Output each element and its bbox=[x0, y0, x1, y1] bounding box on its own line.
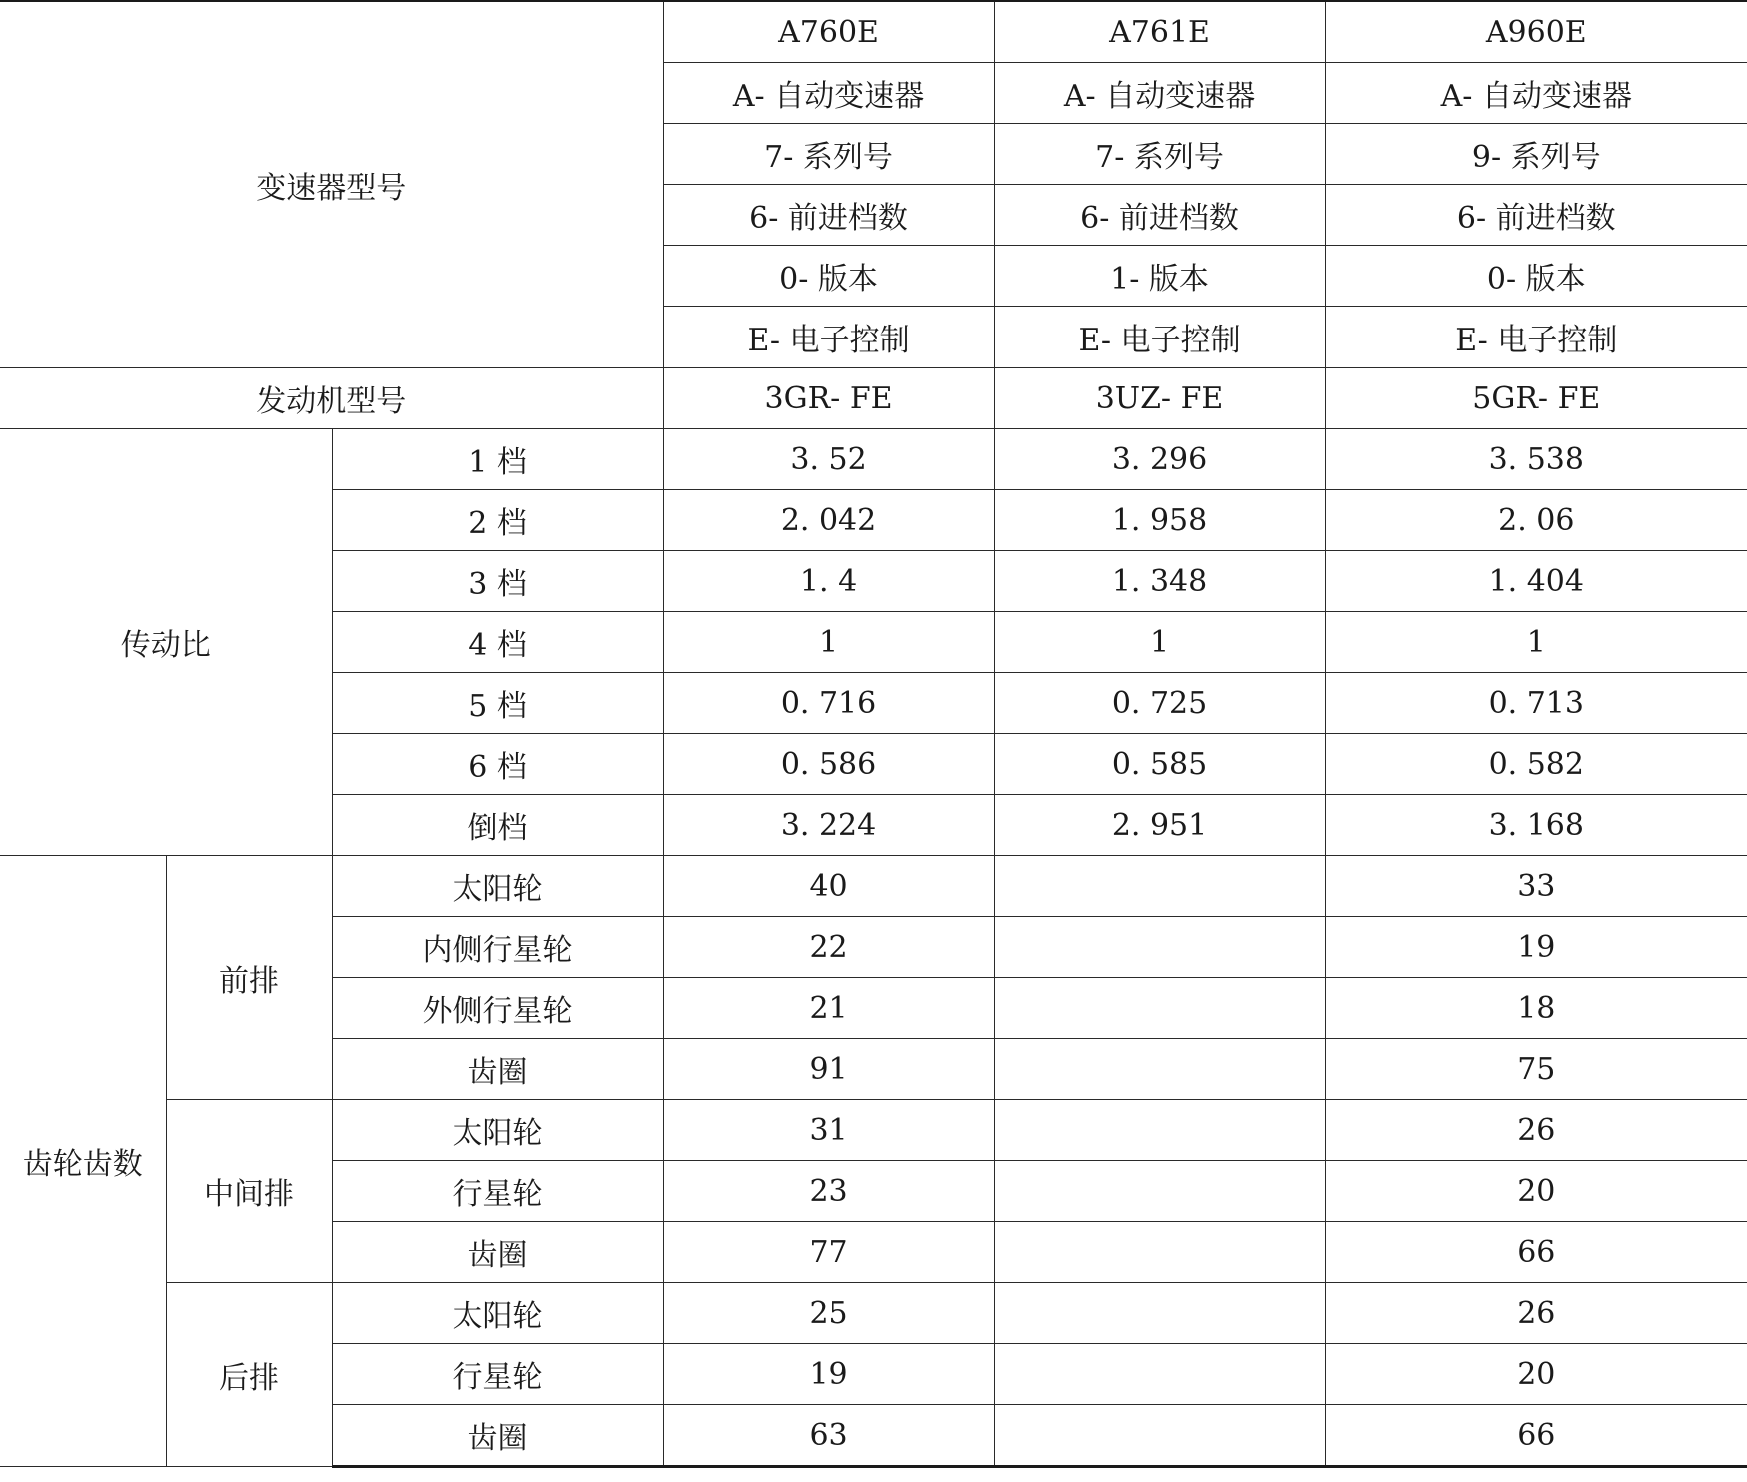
teeth-cell bbox=[994, 1283, 1325, 1344]
code-cell: 7- 系列号 bbox=[994, 124, 1325, 185]
engine-label: 发动机型号 bbox=[0, 368, 663, 429]
teeth-row bbox=[0, 1100, 1747, 1161]
teeth-cell bbox=[994, 1344, 1325, 1405]
part-label: 齿圈 bbox=[332, 1405, 663, 1467]
gearset-label: 后排 bbox=[166, 1283, 332, 1467]
model-header: A760E bbox=[663, 1, 994, 63]
teeth-cell bbox=[994, 856, 1325, 917]
teeth-cell: 19 bbox=[1325, 917, 1747, 978]
teeth-cell: 66 bbox=[1325, 1222, 1747, 1283]
ratio-cell: 0. 725 bbox=[994, 673, 1325, 734]
ratio-cell: 0. 586 bbox=[663, 734, 994, 795]
ratio-cell: 1. 4 bbox=[663, 551, 994, 612]
ratio-cell: 1. 348 bbox=[994, 551, 1325, 612]
teeth-cell: 26 bbox=[1325, 1100, 1747, 1161]
ratio-cell: 1. 958 bbox=[994, 490, 1325, 551]
teeth-cell: 33 bbox=[1325, 856, 1747, 917]
code-cell: 0- 版本 bbox=[663, 246, 994, 307]
teeth-cell: 66 bbox=[1325, 1405, 1747, 1467]
gear-label: 5 档 bbox=[332, 673, 663, 734]
ratio-cell: 3. 52 bbox=[663, 429, 994, 490]
part-label: 太阳轮 bbox=[332, 1283, 663, 1344]
gear-teeth-label: 齿轮齿数 bbox=[0, 856, 166, 1467]
ratio-cell: 0. 713 bbox=[1325, 673, 1747, 734]
part-label: 太阳轮 bbox=[332, 856, 663, 917]
code-cell: 1- 版本 bbox=[994, 246, 1325, 307]
gearset-label: 中间排 bbox=[166, 1100, 332, 1283]
ratio-cell: 1 bbox=[994, 612, 1325, 673]
code-cell: E- 电子控制 bbox=[1325, 307, 1747, 368]
teeth-cell: 75 bbox=[1325, 1039, 1747, 1100]
teeth-cell: 22 bbox=[663, 917, 994, 978]
gear-label: 4 档 bbox=[332, 612, 663, 673]
gear-label: 6 档 bbox=[332, 734, 663, 795]
ratio-cell: 0. 716 bbox=[663, 673, 994, 734]
teeth-cell: 20 bbox=[1325, 1344, 1747, 1405]
gear-ratio-label: 传动比 bbox=[0, 429, 332, 856]
teeth-cell: 18 bbox=[1325, 978, 1747, 1039]
code-cell: 0- 版本 bbox=[1325, 246, 1747, 307]
code-cell: A- 自动变速器 bbox=[1325, 63, 1747, 124]
ratio-cell: 1. 404 bbox=[1325, 551, 1747, 612]
gearset-label: 前排 bbox=[166, 856, 332, 1100]
engine-row bbox=[0, 368, 1747, 429]
model-row bbox=[0, 1, 1747, 63]
ratio-cell: 0. 582 bbox=[1325, 734, 1747, 795]
code-cell: E- 电子控制 bbox=[663, 307, 994, 368]
code-cell: A- 自动变速器 bbox=[994, 63, 1325, 124]
code-cell: E- 电子控制 bbox=[994, 307, 1325, 368]
teeth-cell: 21 bbox=[663, 978, 994, 1039]
teeth-row bbox=[0, 1283, 1747, 1344]
code-cell: 6- 前进档数 bbox=[1325, 185, 1747, 246]
engine-cell: 3UZ- FE bbox=[994, 368, 1325, 429]
ratio-cell: 3. 538 bbox=[1325, 429, 1747, 490]
transmission-model-label: 变速器型号 bbox=[0, 1, 663, 368]
engine-cell: 3GR- FE bbox=[663, 368, 994, 429]
gear-label: 1 档 bbox=[332, 429, 663, 490]
teeth-row bbox=[0, 856, 1747, 917]
gear-label: 2 档 bbox=[332, 490, 663, 551]
code-cell: 6- 前进档数 bbox=[663, 185, 994, 246]
teeth-cell bbox=[994, 978, 1325, 1039]
engine-cell: 5GR- FE bbox=[1325, 368, 1747, 429]
teeth-cell: 63 bbox=[663, 1405, 994, 1467]
teeth-cell: 77 bbox=[663, 1222, 994, 1283]
part-label: 齿圈 bbox=[332, 1222, 663, 1283]
ratio-cell: 3. 224 bbox=[663, 795, 994, 856]
teeth-cell: 31 bbox=[663, 1100, 994, 1161]
ratio-row bbox=[0, 429, 1747, 490]
ratio-cell: 3. 168 bbox=[1325, 795, 1747, 856]
teeth-cell bbox=[994, 917, 1325, 978]
teeth-cell bbox=[994, 1222, 1325, 1283]
part-label: 行星轮 bbox=[332, 1161, 663, 1222]
ratio-cell: 2. 042 bbox=[663, 490, 994, 551]
code-cell: 6- 前进档数 bbox=[994, 185, 1325, 246]
teeth-cell: 25 bbox=[663, 1283, 994, 1344]
part-label: 齿圈 bbox=[332, 1039, 663, 1100]
teeth-cell bbox=[994, 1039, 1325, 1100]
gear-label: 倒档 bbox=[332, 795, 663, 856]
teeth-cell: 20 bbox=[1325, 1161, 1747, 1222]
ratio-cell: 1 bbox=[1325, 612, 1747, 673]
code-cell: 9- 系列号 bbox=[1325, 124, 1747, 185]
teeth-cell: 26 bbox=[1325, 1283, 1747, 1344]
ratio-cell: 1 bbox=[663, 612, 994, 673]
code-cell: 7- 系列号 bbox=[663, 124, 994, 185]
teeth-cell: 40 bbox=[663, 856, 994, 917]
model-header: A761E bbox=[994, 1, 1325, 63]
part-label: 外侧行星轮 bbox=[332, 978, 663, 1039]
ratio-cell: 2. 06 bbox=[1325, 490, 1747, 551]
gear-label: 3 档 bbox=[332, 551, 663, 612]
teeth-cell bbox=[994, 1405, 1325, 1467]
part-label: 内侧行星轮 bbox=[332, 917, 663, 978]
part-label: 太阳轮 bbox=[332, 1100, 663, 1161]
part-label: 行星轮 bbox=[332, 1344, 663, 1405]
teeth-cell: 91 bbox=[663, 1039, 994, 1100]
ratio-cell: 0. 585 bbox=[994, 734, 1325, 795]
code-cell: A- 自动变速器 bbox=[663, 63, 994, 124]
ratio-cell: 2. 951 bbox=[994, 795, 1325, 856]
ratio-cell: 3. 296 bbox=[994, 429, 1325, 490]
teeth-cell: 23 bbox=[663, 1161, 994, 1222]
teeth-cell: 19 bbox=[663, 1344, 994, 1405]
teeth-cell bbox=[994, 1100, 1325, 1161]
teeth-cell bbox=[994, 1161, 1325, 1222]
model-header: A960E bbox=[1325, 1, 1747, 63]
